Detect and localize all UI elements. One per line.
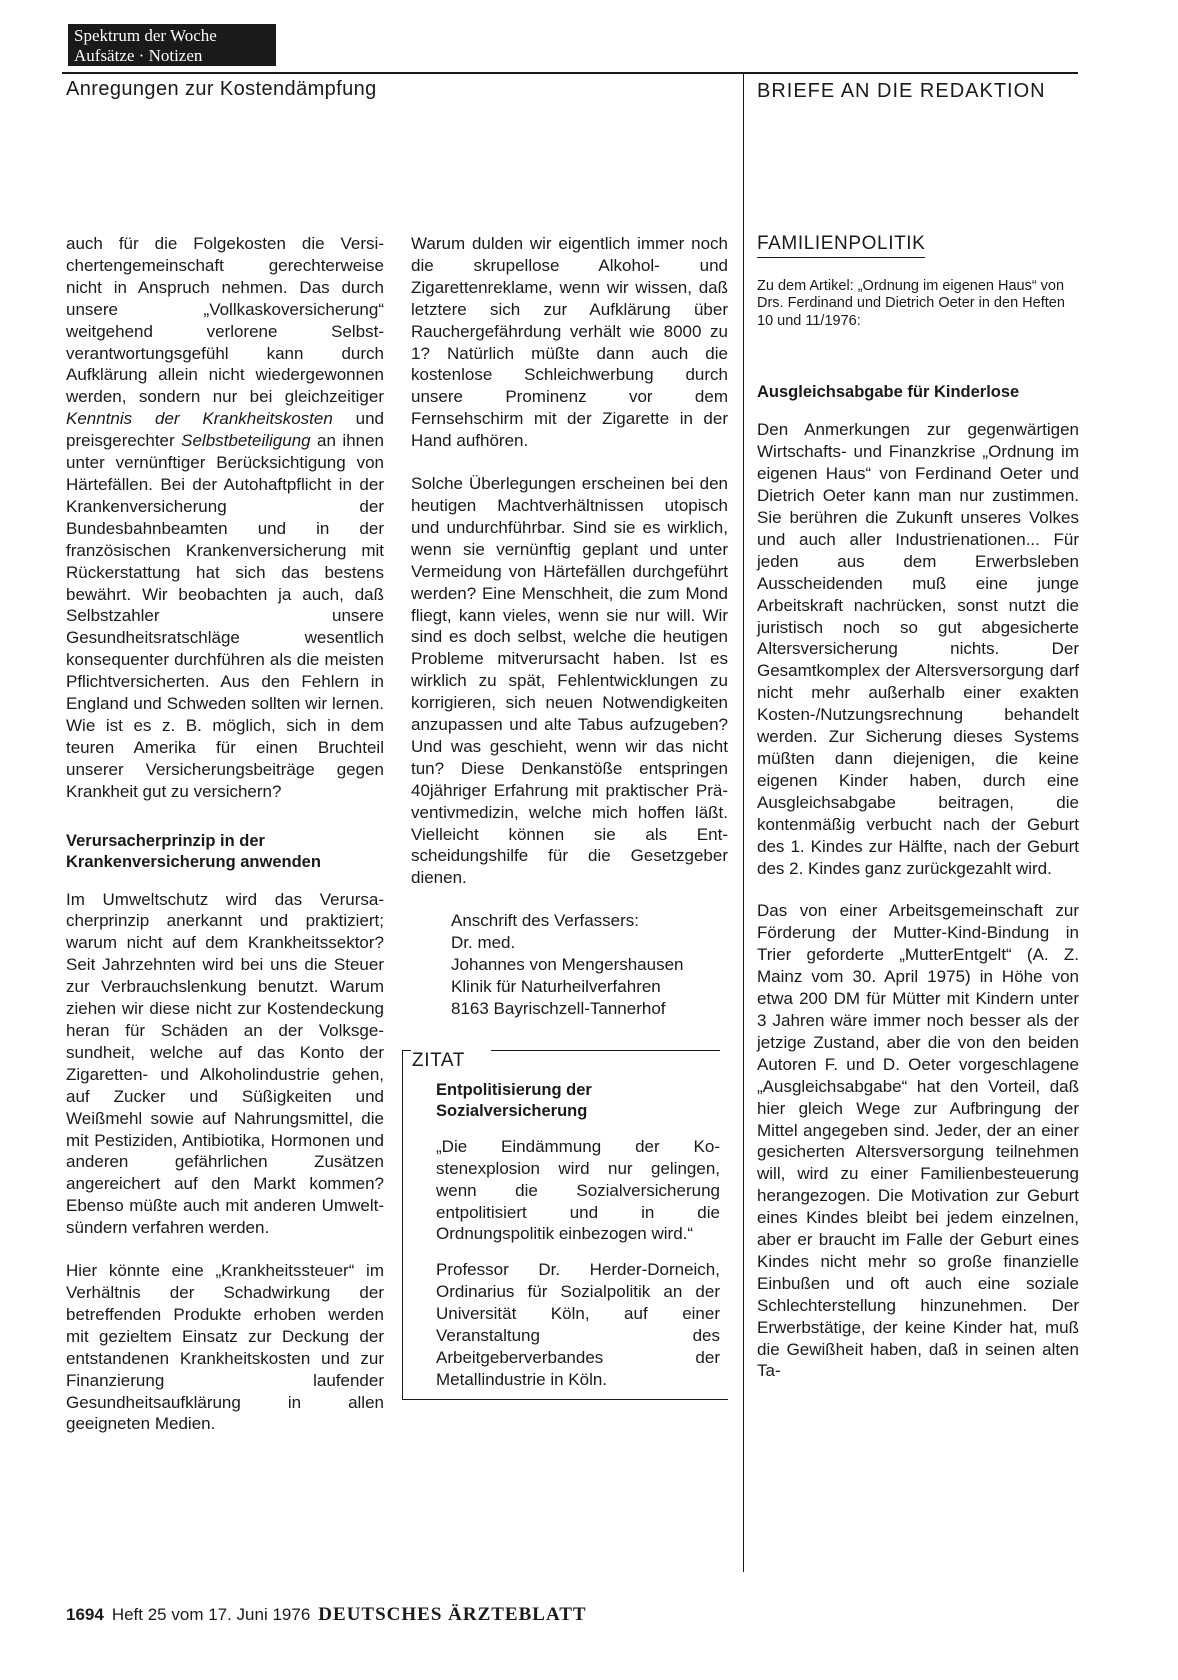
paragraph: Warum dulden wir eigentlich immer noch die skrupellose Alkohol- und Zigarettenreklame, wenn wir wissen, daß letztere sich zur Aufklärung über Rauchergefährdung verhält wie 8000 zu 1? Natürlich müßte dann auch die kostenlose Schleichwerbung durch unsere Prominenz vor dem Fernsehschirm mit der Zigarette in der Hand aufhören. xyxy=(411,234,728,451)
badge-line-2: Aufsätze · Notizen xyxy=(74,46,203,65)
letter-reference: Zu dem Artikel: „Ordnung im eigenen Haus“ von Drs. Ferdinand und Dietrich Oeter in den Heften 10 und 11/1976: xyxy=(757,277,1065,329)
quote-heading: Entpolitisierung der Sozialversicherung xyxy=(436,1080,592,1120)
article-subheading: Verursacherprinzip in der Krankenversicherung anwenden xyxy=(66,831,321,871)
paragraph: Solche Überlegungen erscheinen bei den heutigen Machtverhältnissen utopisch und undurchführbar. Sind sie es wirklich, wenn sie vernünftig geplant und unter Vermeidung von Härtefällen durchgeführt werden? Eine Menschheit, die zum Mond fliegt, kann vieles, wenn sie nur will. Wir sind es doch selbst, welche die heutigen Probleme mitverursacht haben. Ist es wirklich zu spät, Fehlentwicklungen zu korrigieren, sich neuen Notwendigkeiten anzupassen und alte Tabus aufzugeben? Und was geschieht, wenn wir das nicht tun? Diese Denkanstöße entspringen 40jähriger Erfahrung mit praktischer Präventivmedizin, welche mich hoffen läßt. Vielleicht können sie als Entscheidungshilfe für die Gesetzgeber dienen. xyxy=(411,474,728,888)
column-2 xyxy=(411,233,728,1400)
column-3 xyxy=(757,233,1079,1403)
page-number: 1694 xyxy=(66,1605,104,1624)
author-address: Anschrift des Verfassers: Dr. med. Johannes von Mengershausen Klinik für Naturheilverfahren 8163 Bayrischzell-Tannerhof xyxy=(451,911,684,1018)
paragraph: auch für die Folgekosten die Versichertengemeinschaft gerechterweise nicht in Anspruch nehmen. Das durch unsere „Vollkaskoversicherung“ weitgehend verlorene Selbstverantwortungsgefühl kann durch Aufklärung allein nicht wiedergewonnen werden, sondern nur bei gleichzeitiger Kenntnis der Krankheitskosten und preisgerechter Selbstbeteiligung an ihnen unter vernünftiger Berücksichtigung von Härtefällen. Bei der Autohaftpflicht in der Krankenversicherung der Bundesbahnbeamten und in der französischen Krankenversicherung mit Rückerstattung hat sich das bestens bewährt. Wir beobachten ja auch, daß Selbstzahler unsere Gesundheitsratschläge wesentlich konsequenter durchführen als die meisten Pflichtversicherten. Aus den Fehlern in England und Schweden sollten wir lernen. Wie ist es z. B. möglich, sich in dem teuren Amerika für einen Bruchteil unserer Versicherungsbeiträge gegen Krankheit gut zu versichern? xyxy=(66,234,385,801)
top-rule xyxy=(62,72,1078,74)
badge-line-1: Spektrum der Woche xyxy=(74,26,217,45)
section-title-left: Anregungen zur Kostendämpfung xyxy=(66,78,377,100)
quote-text: „Die Eindämmung der Kostenexplosion wird nur gelingen, wenn die Sozialversicherung entpolitisiert und in die Ordnungspolitik einbezogen wird.“ xyxy=(436,1136,720,1244)
rubric-title: FAMILIENPOLITIK xyxy=(757,233,925,258)
column-divider xyxy=(743,72,744,1572)
quote-source: Professor Dr. Herder-Dorneich, Ordinarius für Sozialpolitik an der Universität Köln, auf einer Veranstaltung des Arbeitgeberverbandes der Metallindustrie in Köln. xyxy=(436,1260,720,1389)
paragraph: Das von einer Arbeitsgemeinschaft zur Förderung der Mutter-Kind-Bindung in Trier geforderte „MutterEntgelt“ (A. Z. Mainz vom 30. April 1975) in Höhe von etwa 200 DM für Mütter mit Kindern unter 3 Jahren wäre immer noch besser als der jetzige Zustand, aber die von den beiden Autoren F. und D. Oeter vorgeschlagene „Ausgleichsabgabe“ hat den Vorteil, daß hier gleich Wege zur Aufbringung der Mittel angegeben sind. Jeder, der an einer gesicherten Altersversorgung teilnehmen will, wird zu einer Familienbesteuerung herangezogen. Die Motivation zur Geburt eines Kindes bleibt bei jedem einzelnen, aber er braucht im Falle der Geburt eines Kindes nicht mehr so große finanzielle Einbußen und oft auch eine soziale Schlechterstellung hinzunehmen. Der Erwerbstätige, der keine Kinder hat, muß die Gewißheit haben, daß in seinen alten Ta- xyxy=(757,901,1079,1381)
paragraph: Hier könnte eine „Krankheitssteuer“ im Verhältnis der Schadwirkung der betreffenden Produkte erhoben werden mit gezieltem Einsatz zur Deckung der entstandenen Krankheitskosten und zur Finanzierung laufender Gesundheitsaufklärung in allen geeigneten Medien. xyxy=(66,1261,384,1434)
page-footer xyxy=(66,1604,587,1626)
paragraph: Den Anmerkungen zur gegenwärtigen Wirtschafts- und Finanzkrise „Ordnung im eigenen Haus“ von Ferdinand Oeter und Dietrich Oeter kann man nur zustimmen. Sie berühren die Zukunft unseres Volkes und auch aller Industrienationen... Für jeden aus dem Erwerbsleben Ausscheidenden muß eine junge Arbeitskraft nachrücken, sonst nutzt die juristisch noch so gut abgesicherte Altersversicherung nichts. Der Gesamtkomplex der Altersversorgung darf nicht mehr außerhalb einer exakten Kosten-/Nutzungsrechnung behandelt werden. Zur Sicherung dieses Systems müßten dann diejenigen, die keine eigenen Kinder haben, durch eine Ausgleichsabgabe beitragen, die kontenmäßig verbucht nach der Geburt des 1. Kindes zur Hälfte, nach der Geburt des 2. Kindes ganz zurückgezahlt wird. xyxy=(757,420,1079,878)
magazine-name: DEUTSCHES ÄRZTEBLATT xyxy=(318,1604,587,1625)
emphasis: Selbstbeteiligung xyxy=(181,431,311,451)
column-1 xyxy=(66,233,384,1456)
emphasis: Kenntnis der Krankheitskosten xyxy=(66,409,333,429)
paragraph: Im Umweltschutz wird das Verursacherprinzip anerkannt und praktiziert; warum nicht auf dem Krankheitssektor? Seit Jahrzehnten wird bei uns die Steuer zur Verbrauchslenkung benutzt. Warum ziehen wir diese nicht zur Kostendeckung heran für Schäden an der Volksgesundheit, welche auf das Konto der Zigaretten- und Alkoholindustrie gehen, auf Zucker und Süßigkeiten und Weißmehl sowie auf Nahrungsmittel, die mit Pestiziden, Antibiotika, Hormonen und anderen gefährlichen Zusätzen angereichert auf den Markt kommen? Ebenso müßte auch mit anderen Umweltsündern verfahren werden. xyxy=(66,889,384,1238)
issue-info: Heft 25 vom 17. Juni 1976 xyxy=(111,1605,311,1624)
section-badge xyxy=(68,24,276,66)
section-title-right: BRIEFE AN DIE REDAKTION xyxy=(757,80,1046,102)
quote-label: ZITAT xyxy=(412,1049,465,1071)
quote-box xyxy=(402,1050,728,1400)
letter-heading: Ausgleichsabgabe für Kinderlose xyxy=(757,383,1020,402)
